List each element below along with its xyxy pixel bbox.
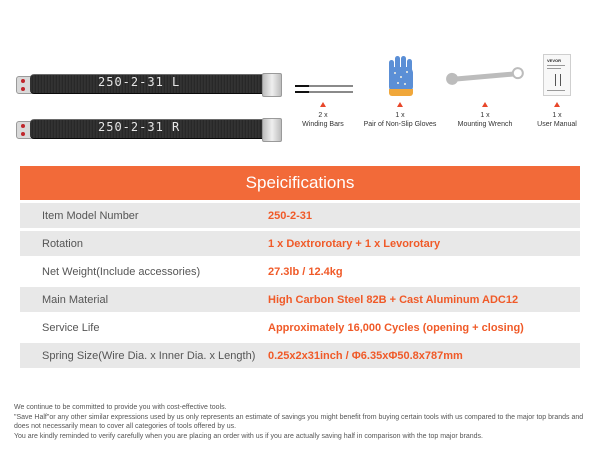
spec-label: Rotation — [42, 237, 83, 250]
accessory-quantity: 1 x — [395, 112, 405, 119]
spec-label: Item Model Number — [42, 209, 139, 222]
accessory-quantity: 2 x — [318, 112, 328, 119]
spec-value: High Carbon Steel 82B + Cast Aluminum ADC12 — [268, 293, 519, 306]
accessory-manual — [512, 52, 600, 129]
specifications-table — [20, 166, 580, 368]
spring-label: 250-2-31 R — [98, 120, 181, 134]
disclaimer-line: You are kindly reminded to verify carefully when you are placing an order with us if you are actually saving half in comparison with the top major brands. — [14, 432, 483, 440]
torsion-spring-right — [16, 117, 282, 141]
disclaimer-text — [14, 403, 590, 441]
spec-row-service-life — [20, 315, 580, 340]
accessory-name: Winding Bars — [302, 121, 344, 128]
spec-value: Approximately 16,000 Cycles (opening + closing) — [268, 321, 524, 334]
triangle-marker-icon — [482, 102, 488, 107]
accessory-name: Pair of Non-Slip Gloves — [363, 121, 437, 128]
spec-row-weight — [20, 259, 580, 284]
gloves-icon — [357, 52, 443, 98]
accessory-name: User Manual — [537, 121, 577, 128]
spec-label: Main Material — [42, 293, 109, 306]
spec-row-spring-size — [20, 343, 580, 368]
triangle-marker-icon — [554, 102, 560, 107]
disclaimer-line: "Save Half"or any other similar expressions used by us only represents an estimate of savings you might benefit from buying certain tools with us compared to the major top brands and does not necessarily mean to cover all categories of tools offered by us. — [14, 413, 584, 430]
triangle-marker-icon — [397, 102, 403, 107]
spec-label: Spring Size(Wire Dia. x Inner Dia. x Length) — [42, 349, 256, 362]
spring-label: 250-2-31 L — [98, 75, 181, 89]
spec-label: Service Life — [42, 321, 100, 334]
manual-brand-logo: VEVOR — [547, 58, 562, 63]
accessory-winding-bars — [278, 52, 368, 129]
accessory-gloves — [357, 52, 443, 129]
triangle-marker-icon — [320, 102, 326, 107]
spec-value: 1 x Dextrorotary + 1 x Levorotary — [268, 237, 441, 250]
winding-bars-icon — [278, 52, 368, 98]
product-contents-strip — [0, 0, 600, 160]
spec-row-material — [20, 287, 580, 312]
spec-row-model — [20, 203, 580, 228]
disclaimer-line: We continue to be committed to provide you with cost-effective tools. — [14, 404, 227, 411]
manual-icon — [512, 52, 600, 98]
specifications-title: Speicifications — [20, 166, 580, 200]
accessory-quantity: 1 x — [480, 112, 490, 119]
spec-value: 250-2-31 — [268, 209, 313, 222]
spec-value: 27.3lb / 12.4kg — [268, 265, 343, 278]
accessory-quantity: 1 x — [552, 112, 562, 119]
spec-label: Net Weight(Include accessories) — [42, 265, 201, 278]
torsion-spring-left — [16, 72, 282, 96]
spec-row-rotation — [20, 231, 580, 256]
spec-value: 0.25x2x31inch / Φ6.35xΦ50.8x787mm — [268, 349, 463, 362]
accessory-name: Mounting Wrench — [457, 121, 513, 128]
